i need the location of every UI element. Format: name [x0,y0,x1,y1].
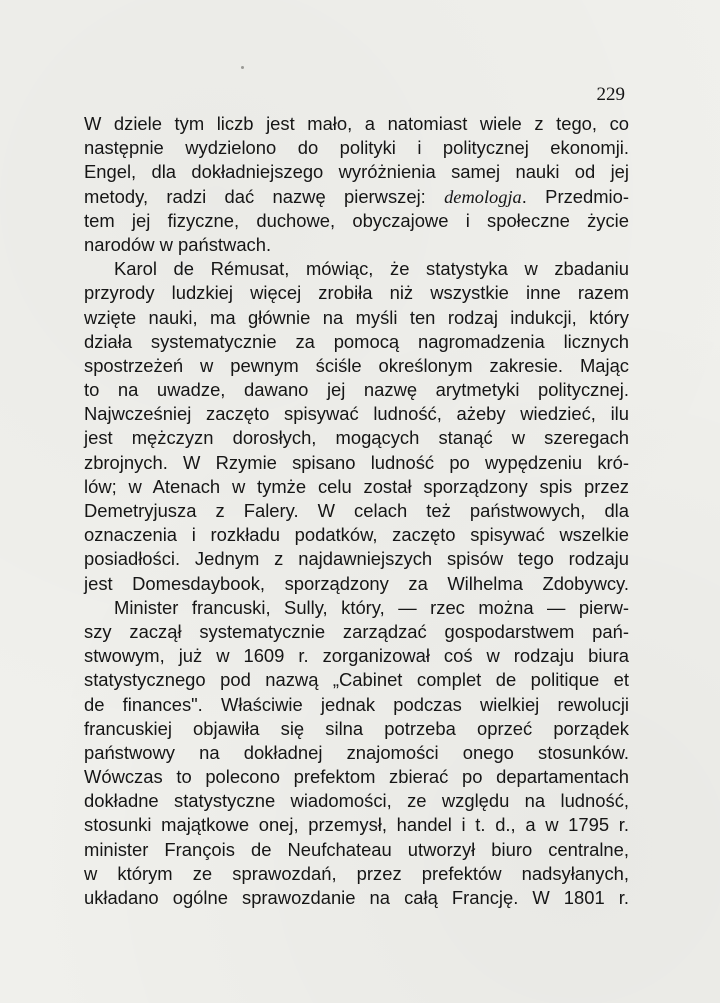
text-line: Wówczas to polecono prefektom zbierać po departamentach [84,766,629,788]
text-line: stosunki majątkowe onej, przemysł, handel i t. d., a w 1795 r. [84,814,629,836]
body-text [84,112,629,910]
text-line: spostrzeżeń w pewnym ściśle określonym zakresie. Mając [84,354,629,376]
text-line: zbrojnych. W Rzymie spisano ludność po wypędzeniu kró- [84,451,629,473]
text-line: Engel, dla dokładniejszego wyróżnienia samej nauki od jej [84,161,629,183]
text-line: wzięte nauki, ma głównie na myśli ten rodzaj indukcji, który [84,306,629,328]
text-line: w którym ze sprawozdań, przez prefektów nadsyłanych, [84,862,629,884]
text-line: metody, radzi dać nazwę pierwszej: demologja. Przedmio- [84,185,629,207]
text-line: narodów w państwach. [84,233,272,255]
paper-speck [241,66,244,69]
text-line: statystycznego pod nazwą „Cabinet complet de politique et [84,669,629,691]
text-line: oznaczenia i rozkładu podatków, zaczęto spisywać wszelkie [84,524,629,546]
text-line: stwowym, już w 1609 r. zorganizował coś w rodzaju biura [84,645,629,667]
text-line: Najwcześniej zaczęto spisywać ludność, ażeby wiedzieć, ilu [84,403,629,425]
text-line: Minister francuski, Sully, który, — rzec można — pierw- [114,596,629,618]
text-line: przyrody ludzkiej więcej zrobiła niż wszystkie inne razem [84,282,629,304]
text-line: układano ogólne sprawozdanie na całą Francję. W 1801 r. [84,887,629,908]
text-line: posiadłości. Jednym z najdawniejszych spisów tego rodzaju [84,548,629,570]
text-line: minister François de Neufchateau utworzył biuro centralne, [84,838,629,860]
text-line: Karol de Rémusat, mówiąc, że statystyka w zbadaniu [114,258,629,280]
text-line: W dziele tym liczb jest mało, a natomiast wiele z tego, co [84,113,629,134]
text-line: działa systematycznie za pomocą nagromadzenia licznych [84,330,629,352]
text-line: to na uwadze, dawano jej nazwę arytmetyki politycznej. [84,379,629,401]
text-line: Demetryjusza z Falery. W celach też państwowych, dla [84,500,629,521]
text-line: następnie wydzielono do polityki i politycznej ekonomji. [84,137,629,159]
text-line: dokładne statystyczne wiadomości, ze względu na ludność, [84,790,629,812]
text-line: jest mężczyzn dorosłych, mogących stanąć w szeregach [84,427,629,449]
text-line: francuskiej objawiła się silna potrzeba oprzeć porządek [84,717,629,739]
text-line: szy zaczął systematycznie zarządzać gospodarstwem pań- [84,620,629,642]
text-line: jest Domesdaybook, sporządzony za Wilhelma Zdobywcy. [84,572,629,594]
text-line: państwowy na dokładnej znajomości onego stosunków. [84,741,629,763]
text-line: de finances". Właściwie jednak podczas wielkiej rewolucji [84,693,629,715]
italic-term: demologja [444,186,522,207]
text-line: lów; w Atenach w tymże celu został sporządzony spis przez [84,475,629,497]
page-number: 229 [596,84,625,105]
text-line: tem jej fizyczne, duchowe, obyczajowe i społeczne życie [84,209,629,231]
